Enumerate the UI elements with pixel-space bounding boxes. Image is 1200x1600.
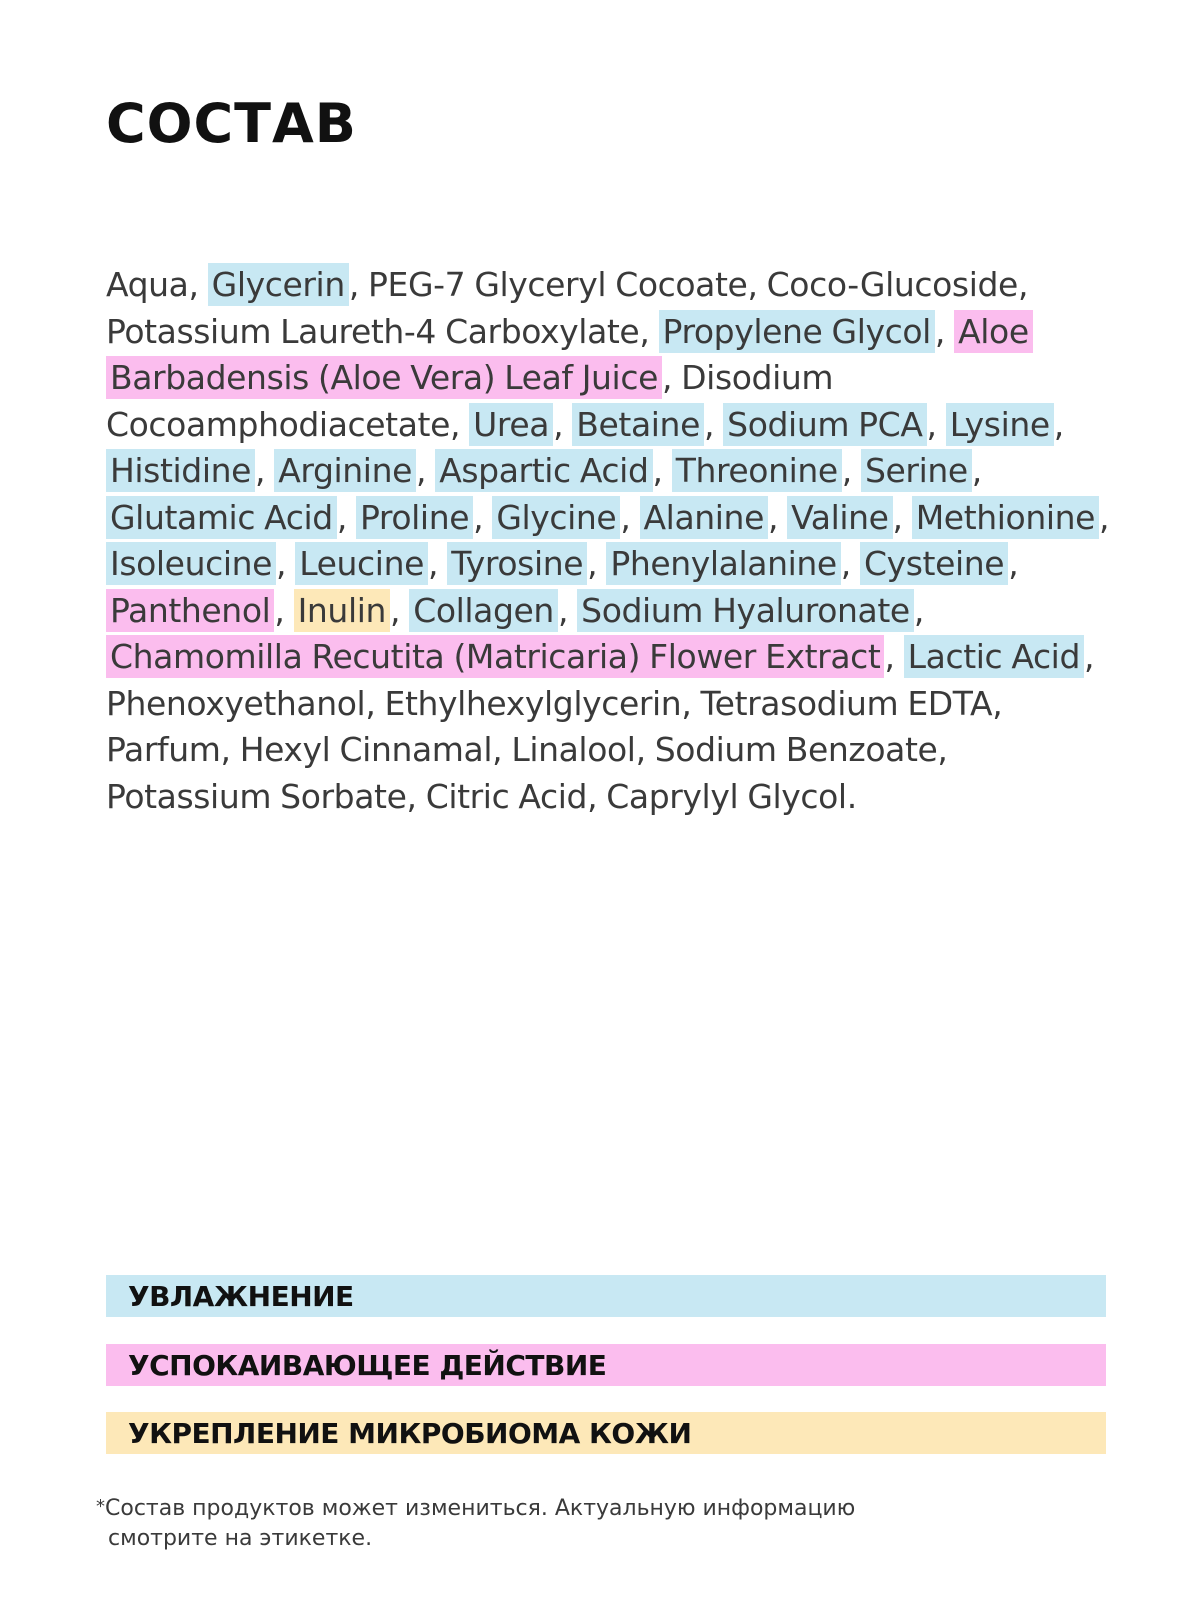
footnote-line-1: Состав продуктов может измениться. Актуальную информацию	[105, 1496, 856, 1521]
ingredient: Chamomilla Recutita (Matricaria) Flower Extract	[106, 635, 884, 678]
ingredient: Histidine	[106, 449, 255, 492]
ingredient: Valine	[787, 496, 892, 539]
ingredient: Aqua	[106, 265, 189, 304]
ingredient: Aspartic Acid	[435, 449, 652, 492]
legend-moisturizing-label: УВЛАЖНЕНИЕ	[128, 1279, 354, 1313]
legend-moisturizing	[106, 1275, 1106, 1317]
ingredient: Lysine	[946, 403, 1054, 446]
ingredient: Linalool	[511, 730, 636, 769]
legend-soothing	[106, 1344, 1106, 1386]
ingredient: Betaine	[572, 403, 704, 446]
ingredient: Sodium PCA	[723, 403, 926, 446]
ingredient: Glycine	[492, 496, 620, 539]
ingredient: Collagen	[409, 589, 558, 632]
ingredient: Glycerin	[208, 263, 349, 306]
page-title: СОСТАВ	[106, 92, 357, 155]
ingredient: Coco-Glucoside	[766, 265, 1018, 304]
ingredient: Citric Acid	[425, 776, 588, 816]
ingredient: Serine	[861, 449, 972, 492]
ingredient: PEG-7 Glyceryl Cocoate	[368, 265, 748, 304]
ingredient: Lactic Acid	[904, 635, 1084, 678]
ingredient: Sodium Hyaluronate	[577, 589, 914, 632]
ingredient: Inulin	[294, 589, 390, 632]
ingredient: Parfum	[106, 730, 221, 769]
ingredient: Sodium Benzoate	[654, 730, 938, 769]
ingredient: Arginine	[274, 449, 416, 492]
ingredient: Tetrasodium EDTA	[700, 683, 993, 723]
legend-soothing-label: УСПОКАИВАЮЩЕЕ ДЕЙСТВИЕ	[128, 1348, 607, 1382]
legend-microbiome	[106, 1412, 1106, 1454]
ingredient: Ethylhexylglycerin	[384, 683, 682, 723]
ingredient: Aloe Barbadensis (Aloe Vera) Leaf Juice	[106, 310, 1033, 400]
legend-microbiome-label: УКРЕПЛЕНИЕ МИКРОБИОМА КОЖИ	[128, 1416, 692, 1450]
ingredient: Tyrosine	[447, 542, 587, 585]
ingredient: Potassium Laureth-4 Carboxylate	[106, 311, 640, 351]
footnote-line-2: смотрите на этикетке.	[108, 1526, 373, 1551]
ingredient: Potassium Sorbate	[106, 776, 407, 816]
ingredient: Cysteine	[860, 542, 1008, 585]
ingredient: Disodium Cocoamphodiacetate	[106, 358, 834, 444]
ingredient: Propylene Glycol	[659, 310, 935, 353]
footnote-asterisk: *	[96, 1496, 105, 1517]
ingredient: Glutamic Acid	[106, 496, 337, 539]
ingredient: Phenylalanine	[606, 542, 840, 585]
footnote	[96, 1494, 996, 1554]
ingredient: Phenoxyethanol	[106, 683, 366, 723]
ingredient: Leucine	[295, 542, 428, 585]
ingredient: Proline	[356, 496, 473, 539]
ingredient: Alanine	[640, 496, 768, 539]
ingredient: Panthenol	[106, 589, 274, 632]
ingredient: Threonine	[672, 449, 842, 492]
ingredient: Methionine	[912, 496, 1099, 539]
ingredient: Urea	[469, 403, 553, 446]
ingredient: Hexyl Cinnamal	[239, 730, 493, 769]
ingredient: Caprylyl Glycol	[606, 776, 847, 816]
ingredients-list: Aqua, Glycerin , PEG-7 Glyceryl Cocoate, Coco-Glucoside, Potassium Laureth-4 Carboxylate, Propylene Glycol , Aloe Barbadensis (Aloe Vera) Leaf Juice , Disodium Cocoamphodiacetate, Urea , Betaine , Sodium PCA , Lysine , Histidine , Arginine , Aspartic Acid , Threonine , Serine , Glutamic Acid , Proline , Glycine , Alanine , Valine , Methionine , Isoleucine , Leucine , Tyrosine , Phenylalanine , Cysteine , Panthenol , Inulin , Collagen , Sodium Hyaluronate , Chamomilla Recutita (Matricaria) Flower Extract , Lactic Acid , Phenoxyethanol, Ethylhexylglycerin, Tetrasodium EDTA, Parfum, Hexyl Cinnamal, Linalool, Sodium Benzoate, Potassium Sorbate, Citric Acid, Caprylyl Glycol.	[106, 265, 1110, 816]
ingredient: Isoleucine	[106, 542, 276, 585]
